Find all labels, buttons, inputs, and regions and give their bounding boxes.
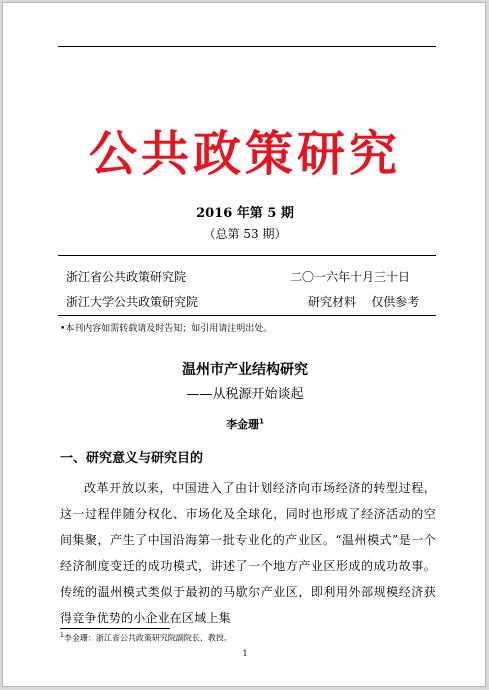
reprint-notice: •本刊内容如需转载请及时告知；如引用请注明出处。 (60, 324, 273, 334)
publish-date: 二〇一六年十月三十日 (290, 270, 411, 284)
page-number: 1 (242, 649, 248, 658)
top-rule (58, 46, 436, 47)
issue-number: 2016 年第 5 期 (196, 206, 294, 221)
org-name-2: 浙江大学公共政策研究院 (66, 295, 199, 309)
footnote (60, 632, 232, 644)
footnote-text: 李金珊：浙江省公共政策研究院副院长、教授。 (63, 633, 232, 643)
article-title: 温州市产业结构研究 (182, 362, 308, 378)
footnote-mark: 1 (60, 632, 64, 639)
author-line (3, 416, 487, 432)
issue-total: （总第 53 期） (203, 227, 287, 241)
body-paragraph: 改革开放以来，中国进入了由计划经济向市场经济的转型过程，这一过程伴随分权化、市场化及全球化，同时也形成了经济活动的空间集聚，产生了中国沿海第一批专业化的产业区。“温州模式”是一个经济制度变迁的成功模式，讲述了一个地方产业区形成的成功故事。传统的温州模式类似于最初的马歇尔产业区，即利用外部规模经济获得竞争优势的小企业在区域上集 (60, 481, 436, 625)
info-top-rule (58, 255, 436, 256)
journal-masthead: 公共政策研究 (88, 126, 401, 182)
section-heading: 一、研究意义与研究目的 (60, 451, 204, 466)
org-name-1: 浙江省公共政策研究院 (66, 270, 187, 284)
document-page (2, 2, 486, 687)
material-note: 研究材料 仅供参考 (308, 295, 420, 309)
footnote-rule (60, 628, 170, 629)
article-subtitle: ——从税源开始谈起 (186, 387, 304, 402)
author-name: 李金珊 (226, 418, 260, 431)
info-bottom-rule (58, 315, 436, 316)
author-footnote-mark: 1 (259, 417, 264, 426)
